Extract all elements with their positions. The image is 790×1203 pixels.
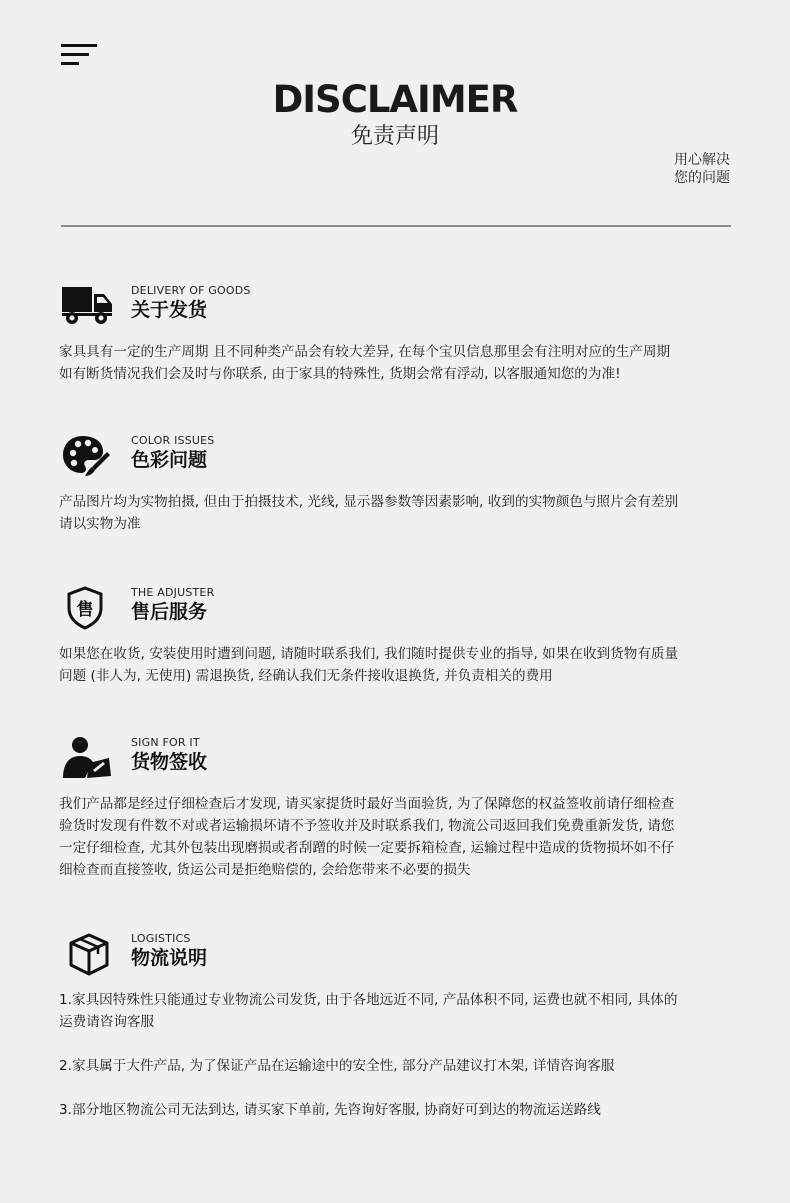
package-box-icon [59,932,115,976]
text-line: 2.家具属于大件产品, 为了保证产品在运输途中的安全性, 部分产品建议打木架, 详情咨询客服 [59,1058,615,1074]
section-body [59,793,734,881]
section-logistics [59,932,734,1121]
after-sales-shield-icon [59,586,115,630]
section-header [59,284,734,334]
section-title: 物流说明 [131,947,208,969]
section-title: 货物签收 [131,751,208,773]
paragraph [59,989,734,1033]
section-after-sales [59,586,734,687]
text-line: 3.部分地区物流公司无法到达, 请买家下单前, 先咨询好客服, 协商好可到达的物流运送路线 [59,1102,601,1118]
palette-icon [59,434,115,478]
section-title-en: DELIVERY OF GOODS [131,284,251,297]
paragraph [59,1055,734,1077]
section-header [59,736,734,786]
title-block [0,78,790,152]
section-header [59,434,734,484]
page-title: DISCLAIMER [272,78,518,121]
text-line: 一定仔细检查, 尤其外包装出现磨损或者刮蹭的时候一定要拆箱检查, 运输过程中造成的货物损坏如不仔 [59,840,675,856]
after-sales-glyph: 售 [76,600,94,620]
section-title-en: SIGN FOR IT [131,736,200,749]
section-title-en: COLOR ISSUES [131,434,215,447]
section-body [59,491,734,535]
text-line: 我们产品都是经过仔细检查后才发现, 请买家提货时最好当面验货, 为了保障您的权益签收前请仔细检查 [59,796,675,812]
paragraph [59,1099,734,1121]
page-subtitle: 免责声明 [350,124,439,149]
section-body [59,643,734,687]
text-line: 如果您在收货, 安装使用时遭到问题, 请随时联系我们, 我们随时提供专业的指导, 如果在收到货物有质量 [59,646,679,662]
text-line: 请以实物为准 [59,516,141,532]
section-title: 售后服务 [131,601,208,623]
section-header [59,932,734,982]
text-line: 产品图片均为实物拍摄, 但由于拍摄技术, 光线, 显示器参数等因素影响, 收到的实物颜色与照片会有差别 [59,494,679,510]
side-note-line: 用心解决 [674,152,730,168]
section-body [59,989,734,1121]
text-line: 运费请咨询客服 [59,1014,155,1030]
divider [61,225,731,227]
side-note [674,151,730,187]
text-line: 1.家具因特殊性只能通过专业物流公司发货, 由于各地远近不同, 产品体积不同, 运费也就不相同, 具体的 [59,992,678,1008]
delivery-truck-icon [59,284,115,328]
sign-person-icon [59,736,115,780]
text-line: 家具具有一定的生产周期 且不同种类产品会有较大差异, 在每个宝贝信息那里会有注明对应的生产周期 [59,344,671,360]
section-title-en: LOGISTICS [131,932,191,945]
section-body [59,341,734,385]
text-line: 验货时发现有件数不对或者运输损坏请不予签收并及时联系我们, 物流公司返回我们免费重新发货, 请您 [59,818,675,834]
section-header [59,586,734,636]
menu-icon[interactable] [61,44,97,66]
section-title: 色彩问题 [131,449,208,471]
side-note-line: 您的问题 [674,170,730,186]
section-title-en: THE ADJUSTER [131,586,215,599]
section-title: 关于发货 [131,299,208,321]
section-color [59,434,734,535]
section-sign [59,736,734,881]
section-delivery [59,284,734,385]
text-line: 如有断货情况我们会及时与你联系, 由于家具的特殊性, 货期会常有浮动, 以客服通知您的为准! [59,366,621,382]
text-line: 细检查而直接签收, 货运公司是拒绝赔偿的, 会给您带来不必要的损失 [59,862,471,878]
text-line: 问题 (非人为, 无使用) 需退换货, 经确认我们无条件接收退换货, 并负责相关的费用 [59,668,553,684]
